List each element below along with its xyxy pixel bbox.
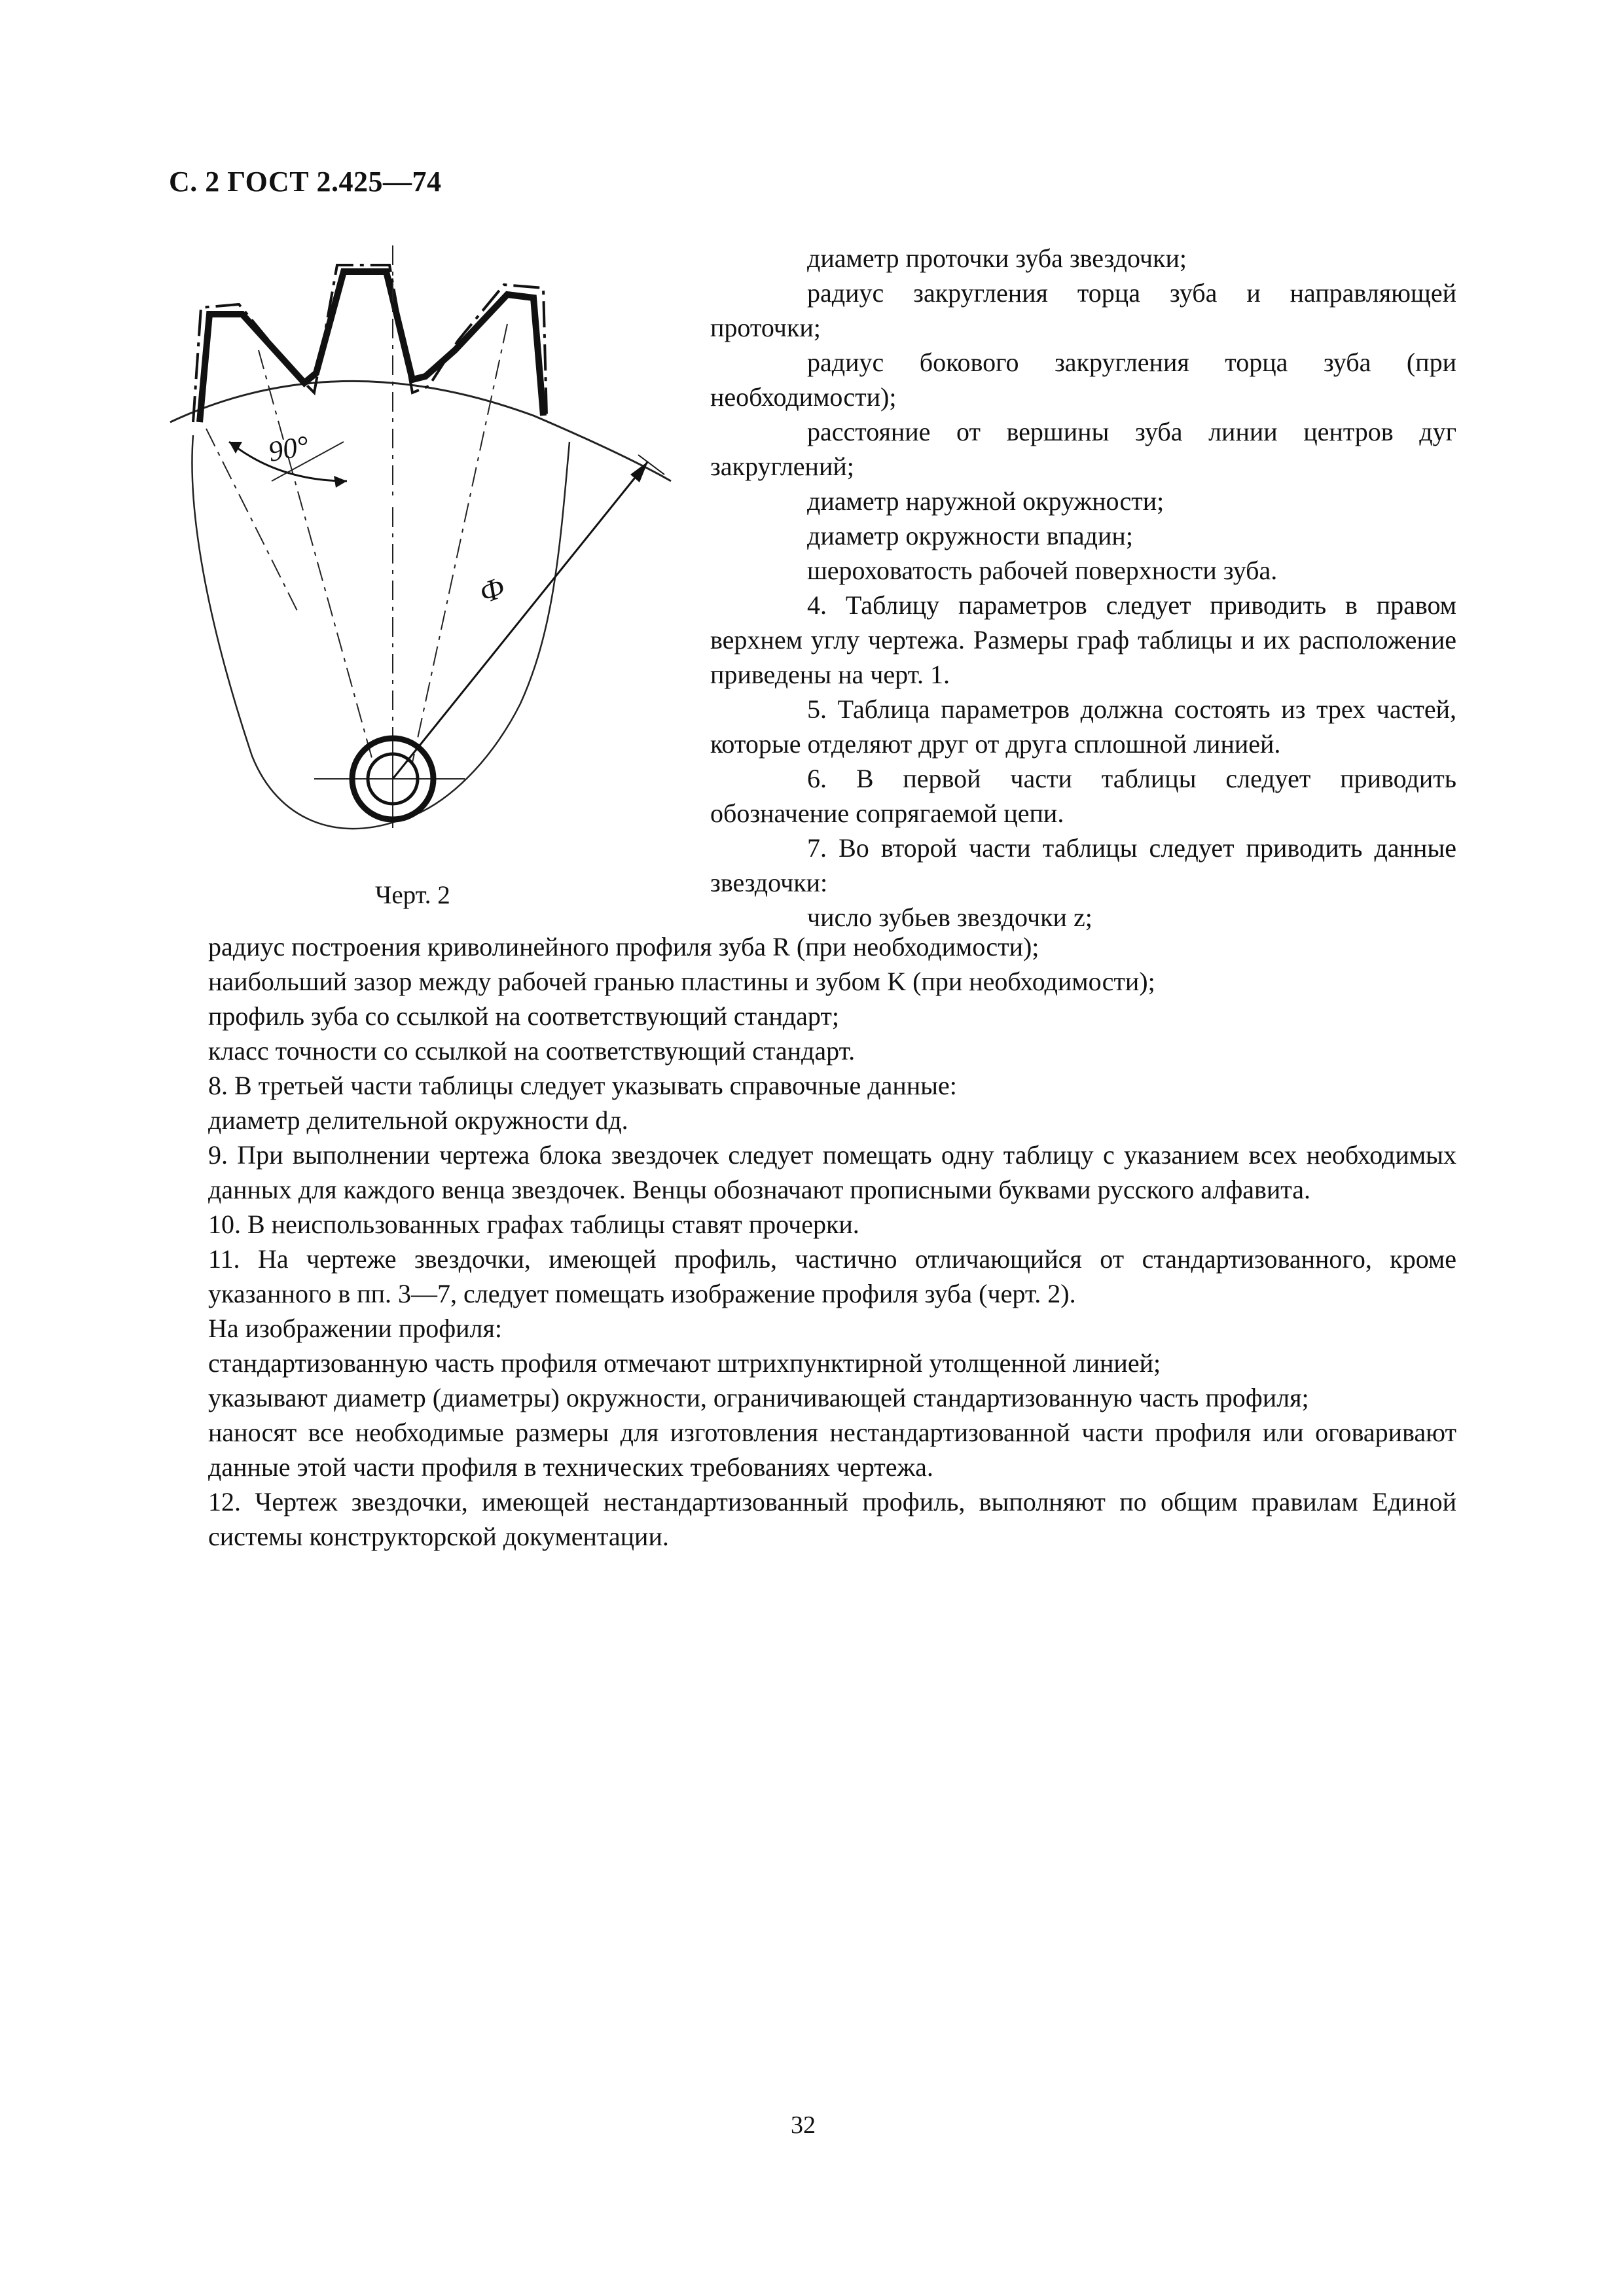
paragraph: радиус построения криволинейного профиля зуба R (при необходимости); [208, 932, 1039, 961]
side-paragraph: расстояние от вершины зуба линии центров дуг закруглений; [710, 417, 1456, 481]
centerline-2 [259, 350, 373, 762]
side-paragraph: 4. Таблицу параметров следует приводить в правом верхнем углу чертежа. Размеры граф таблицы и их расположение приведены на черт. 1. [710, 590, 1456, 689]
side-text-column [710, 241, 1456, 935]
sprocket-tooth-profile-drawing [167, 245, 691, 900]
outer-circle-arc [170, 381, 671, 481]
side-paragraph: радиус бокового закругления торца зуба (при необходимости); [710, 348, 1456, 412]
side-paragraph: 6. В первой части таблицы следует приводить обозначение сопрягаемой цепи. [710, 764, 1456, 828]
angle-arrow-left [229, 442, 242, 454]
side-paragraph: шероховатость рабочей поверхности зуба. [807, 556, 1278, 585]
side-paragraph: диаметр проточки зуба звездочки; [807, 243, 1187, 273]
page-number: 32 [791, 2111, 816, 2139]
paragraph: диаметр делительной окружности dд. [208, 1105, 628, 1135]
diameter-symbol: Ф [475, 570, 509, 610]
full-text-column [208, 929, 1456, 1554]
angle-label: 90° [266, 429, 312, 468]
paragraph: наибольший зазор между рабочей гранью пластины и зубом K (при необходимости); [208, 967, 1155, 996]
side-paragraph: диаметр наружной окружности; [807, 486, 1165, 516]
paragraph: 10. В неиспользованных графах таблицы ставят прочерки. [208, 1210, 859, 1239]
side-paragraph: диаметр окружности впадин; [807, 521, 1133, 550]
paragraph: указывают диаметр (диаметры) окружности, ограничивающей стандартизованную часть профиля; [208, 1383, 1309, 1412]
paragraph: класс точности со ссылкой на соответствующий стандарт. [208, 1036, 856, 1066]
drawing-svg [167, 245, 691, 900]
tooth-profile-dashdot [193, 265, 547, 422]
break-line [192, 435, 569, 829]
paragraph: стандартизованную часть профиля отмечают штрихпунктирной утолщенной линией; [208, 1348, 1161, 1378]
angle-arrow-right [334, 476, 347, 488]
side-paragraph: 5. Таблица параметров должна состоять из трех частей, которые отделяют друг от друга сплошной линией. [710, 694, 1456, 759]
paragraph: наносят все необходимые размеры для изготовления нестандартизованной части профиля или оговаривают данные этой части профиля в технических требованиях чертежа. [208, 1418, 1456, 1482]
figure-caption: Черт. 2 [375, 881, 450, 909]
side-paragraph: радиус закругления торца зуба и направляющей проточки; [710, 278, 1456, 342]
diameter-line [393, 461, 648, 779]
page-header: С. 2 ГОСТ 2.425—74 [169, 166, 442, 198]
paragraph: 12. Чертеж звездочки, имеющей нестандартизованный профиль, выполняют по общим правилам Единой системы конструкторской документации. [208, 1487, 1456, 1551]
paragraph: 11. На чертеже звездочки, имеющей профиль, частично отличающийся от стандартизованного, кроме указанного в пп. 3—7, следует помещать изображение профиля зуба (черт. 2). [208, 1244, 1456, 1308]
side-paragraph: число зубьев звездочки z; [807, 903, 1092, 932]
paragraph: 9. При выполнении чертежа блока звездочек следует помещать одну таблицу с указанием всех необходимых данных для каждого венца звездочек. Венцы обозначают прописными буквами русского алфавита. [208, 1140, 1456, 1204]
paragraph: 8. В третьей части таблицы следует указывать справочные данные: [208, 1071, 957, 1100]
paragraph: На изображении профиля: [208, 1314, 503, 1343]
tooth-profile-solid [200, 272, 543, 422]
side-paragraph: 7. Во второй части таблицы следует приводить данные звездочки: [710, 833, 1456, 897]
paragraph: профиль зуба со ссылкой на соответствующий стандарт; [208, 1001, 839, 1031]
